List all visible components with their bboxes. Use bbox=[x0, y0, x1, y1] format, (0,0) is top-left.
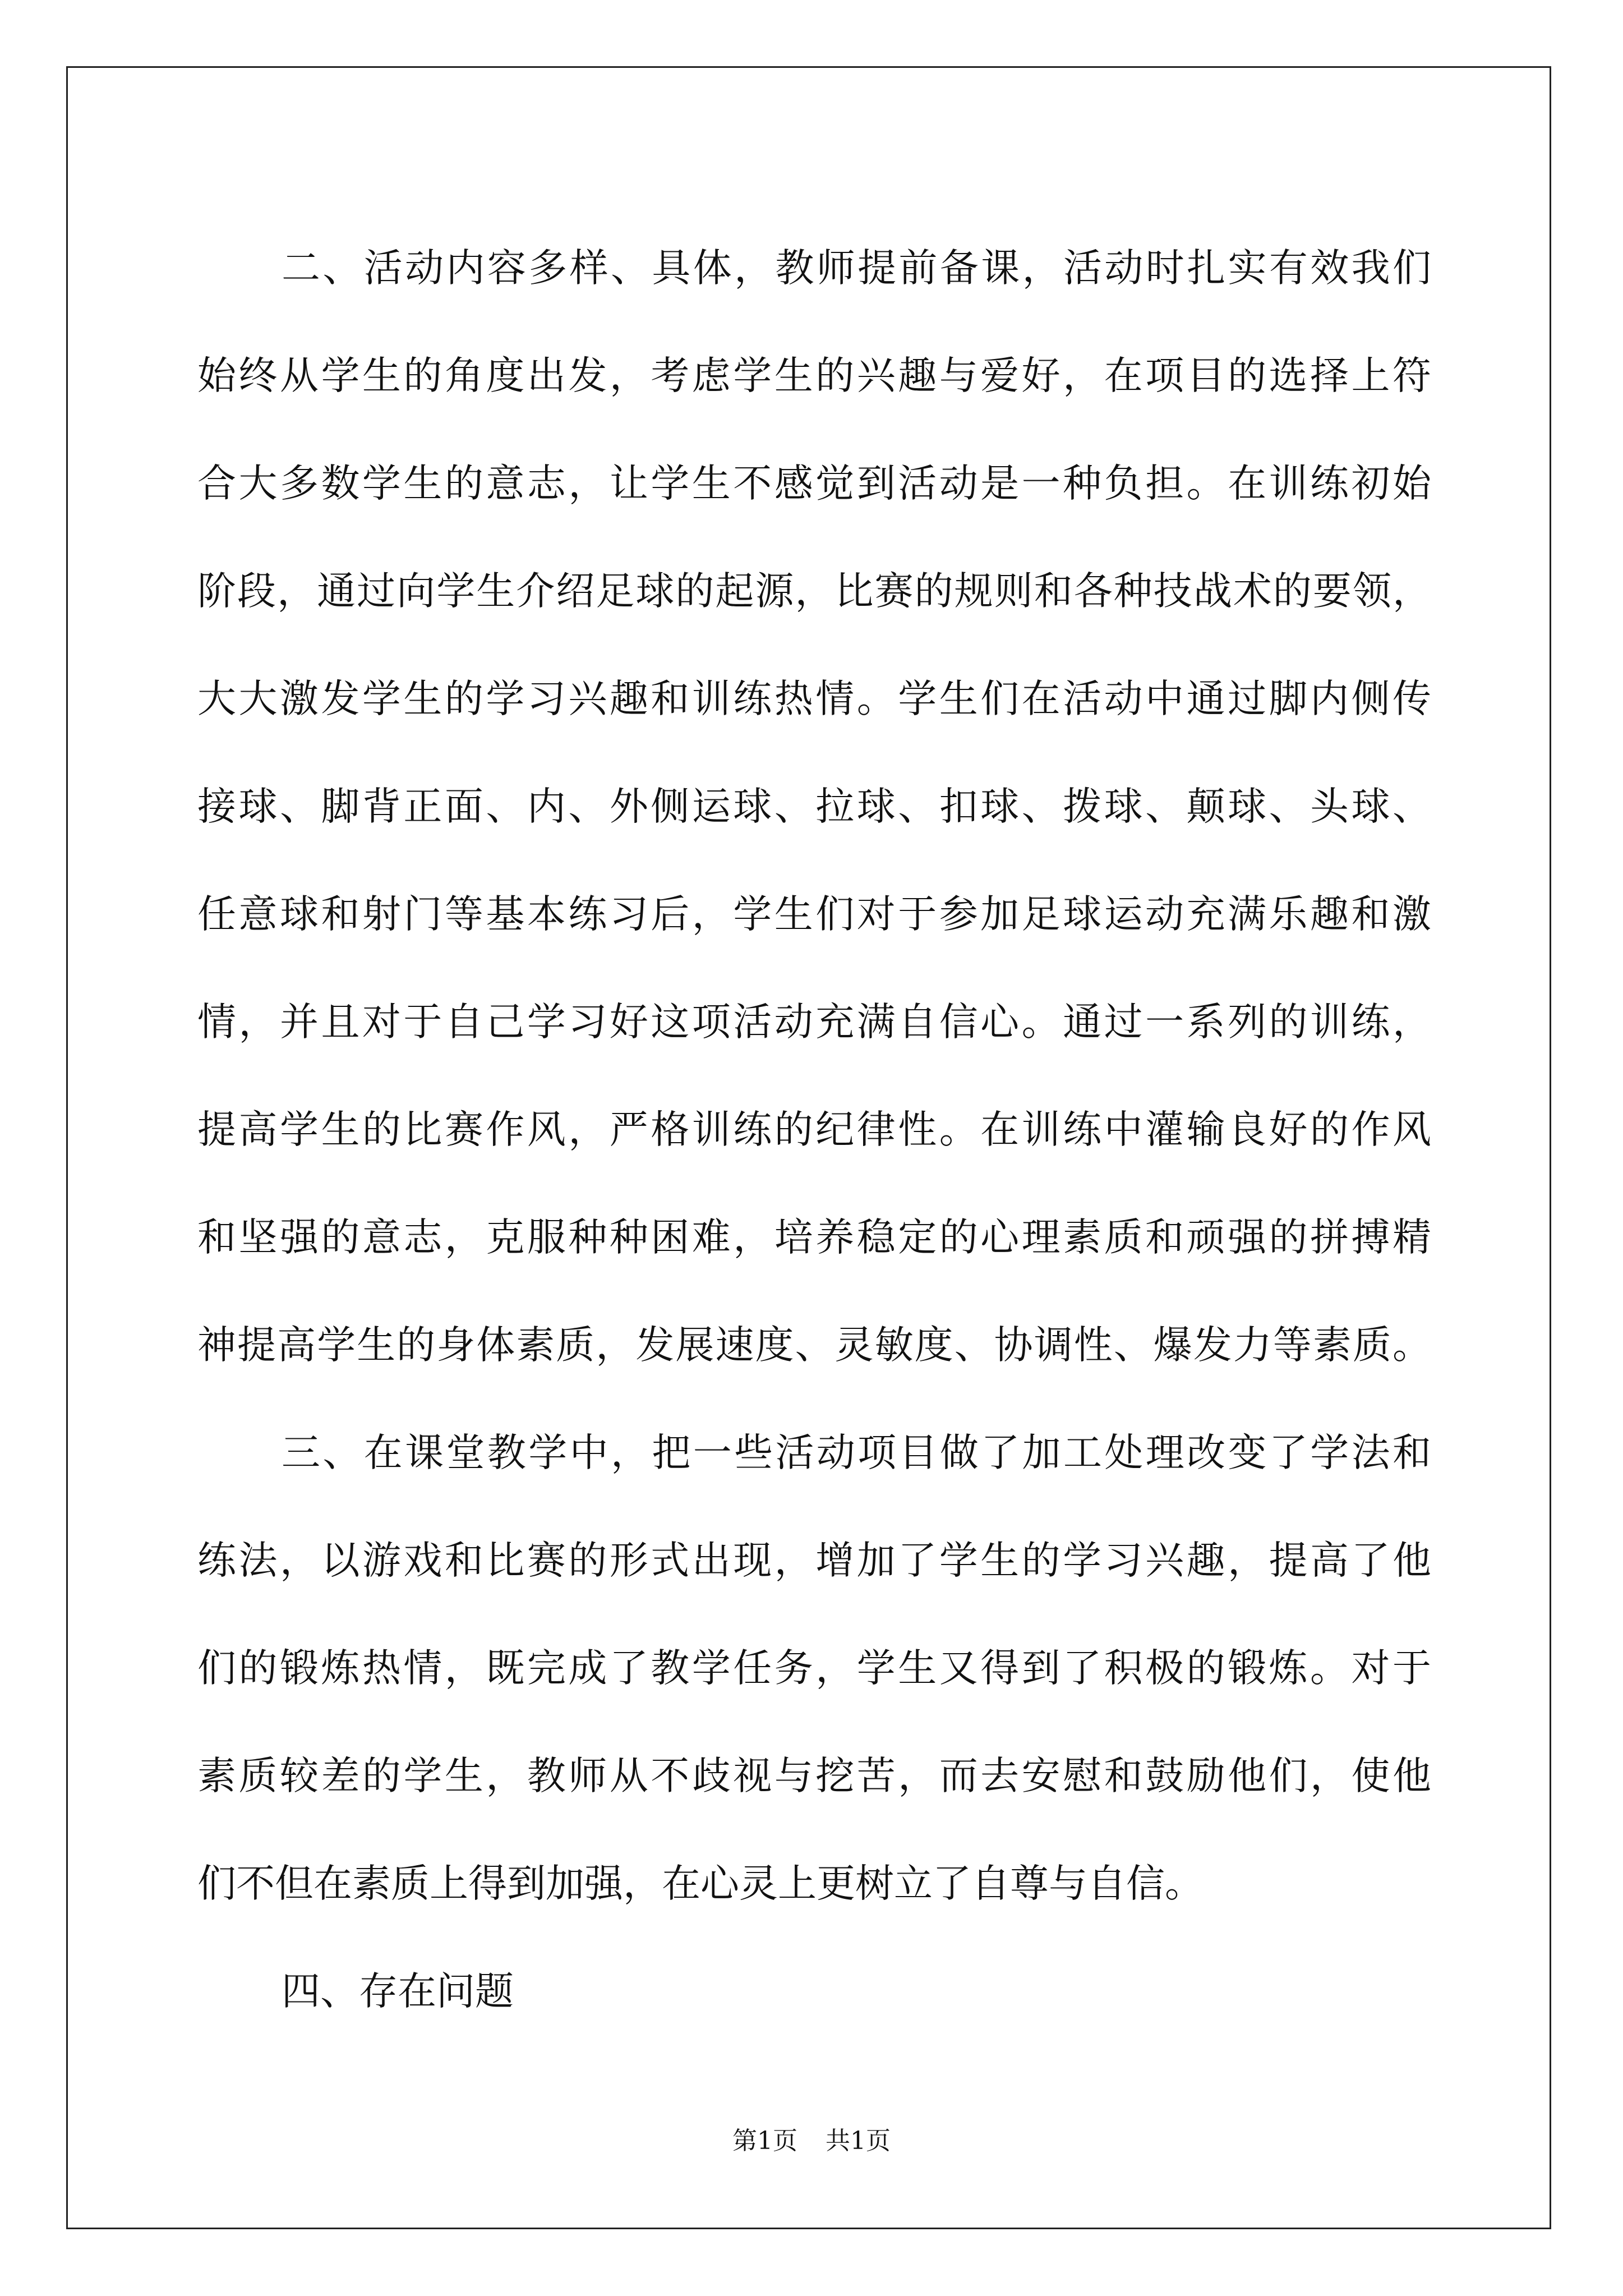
paragraph-2-line-3: 合大多数学生的意志，让学生不感觉到活动是一种负担。在训练初始 bbox=[197, 461, 1431, 506]
paragraph-2-line-11: 神提高学生的身体素质，发展速度、灵敏度、协调性、爆发力等素质。 bbox=[197, 1323, 1431, 1368]
page-total: 共1页 bbox=[826, 2127, 891, 2155]
page-footer bbox=[0, 2120, 1623, 2156]
section-heading-4: 四、存在问题 bbox=[282, 1969, 514, 2014]
paragraph-2-line-7: 任意球和射门等基本练习后，学生们对于参加足球运动充满乐趣和激 bbox=[197, 892, 1431, 937]
paragraph-3-line-3: 们的锻炼热情，既完成了教学任务，学生又得到了积极的锻炼。对于 bbox=[197, 1646, 1431, 1691]
paragraph-2-line-2: 始终从学生的角度出发，考虑学生的兴趣与爱好，在项目的选择上符 bbox=[197, 353, 1431, 398]
page-number: 第1页 bbox=[732, 2127, 797, 2155]
paragraph-2-line-5: 大大激发学生的学习兴趣和训练热情。学生们在活动中通过脚内侧传 bbox=[197, 677, 1431, 721]
paragraph-3-line-1: 三、在课堂教学中，把一些活动项目做了加工处理改变了学法和 bbox=[282, 1430, 1431, 1475]
paragraph-2-line-9: 提高学生的比赛作风，严格训练的纪律性。在训练中灌输良好的作风 bbox=[197, 1107, 1431, 1152]
paragraph-3-line-5: 们不但在素质上得到加强，在心灵上更树立了自尊与自信。 bbox=[197, 1861, 1204, 1906]
paragraph-3-line-2: 练法，以游戏和比赛的形式出现，增加了学生的学习兴趣，提高了他 bbox=[197, 1538, 1431, 1583]
paragraph-2-line-4: 阶段，通过向学生介绍足球的起源，比赛的规则和各种技战术的要领， bbox=[197, 569, 1431, 614]
paragraph-3-line-4: 素质较差的学生，教师从不歧视与挖苦，而去安慰和鼓励他们，使他 bbox=[197, 1754, 1431, 1798]
paragraph-2-line-1: 二、活动内容多样、具体，教师提前备课，活动时扎实有效我们 bbox=[282, 246, 1431, 291]
document-body bbox=[197, 214, 1431, 2045]
paragraph-2-line-6: 接球、脚背正面、内、外侧运球、拉球、扣球、拨球、颠球、头球、 bbox=[197, 784, 1431, 829]
paragraph-2-line-10: 和坚强的意志，克服种种困难，培养稳定的心理素质和顽强的拼搏精 bbox=[197, 1215, 1431, 1260]
paragraph-2-line-8: 情，并且对于自己学习好这项活动充满自信心。通过一系列的训练， bbox=[197, 1000, 1431, 1045]
